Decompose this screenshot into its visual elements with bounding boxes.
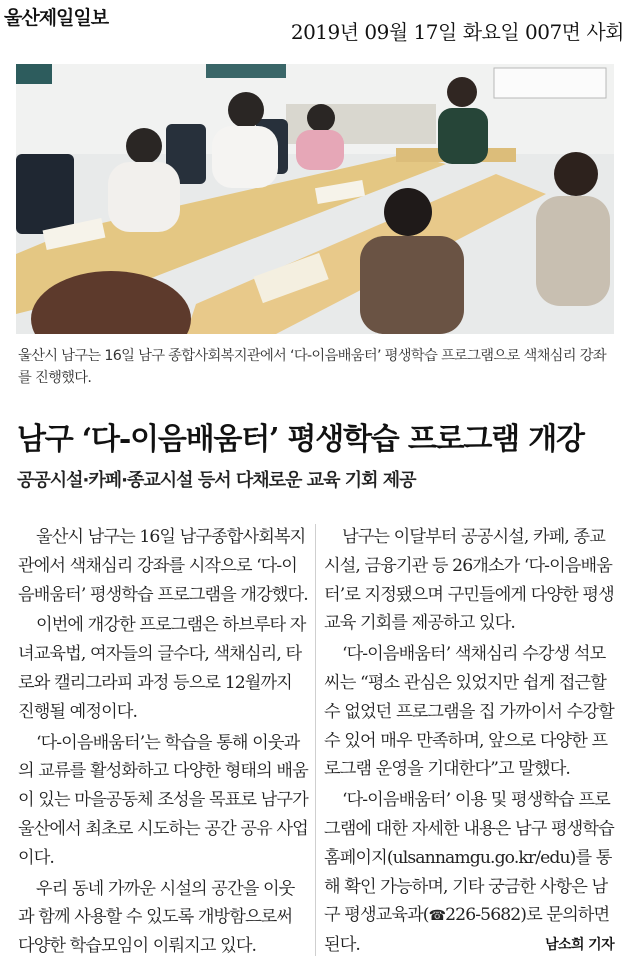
headline: 남구 ‘다-이음배움터’ 평생학습 프로그램 개강 xyxy=(17,422,584,457)
classroom-photo-illustration xyxy=(16,64,614,334)
phone-number: 226-5682 xyxy=(445,905,521,926)
article-paragraph: 남구는 이달부터 공공시설, 카페, 종교시설, 금융기관 등 26개소가 ‘다-이음배움터’로 지정됐으며 구민들에게 다양한 평생교육 기회를 제공하고 있다. xyxy=(324,527,614,634)
contact-text-after: )로 문의하면 된다. xyxy=(324,905,610,956)
contact-text-before: ‘다-이음배움터’ 이용 및 평생학습 프로그램에 대한 자세한 내용은 남구 평생학습 홈페이지(ulsannamgu.go.kr/edu)를 통해 확인 가능하며, 기타 궁금한 사항은 남구 평생교육과( xyxy=(324,790,614,926)
byline: 남소희 기자 xyxy=(545,937,614,953)
article-paragraph: ‘다-이음배움터’는 학습을 통해 이웃과의 교류를 활성화하고 다양한 형태의 배움이 있는 마을공동체 조성을 목표로 남구가 울산에서 최초로 시도하는 공간 공유 사업이다. xyxy=(18,732,308,868)
article-column-left xyxy=(18,523,308,963)
article-paragraph: ‘다-이음배움터’ 색채심리 수강생 석모씨는 “평소 관심은 있었지만 쉽게 접근할 수 없었던 프로그램을 집 가까이서 수강할 수 있어 매우 만족하며, 앞으로 다양한 프로그램 운영을 기대한다”고 말했다. xyxy=(324,644,614,780)
article-photo xyxy=(16,64,614,334)
column-divider xyxy=(315,524,316,956)
dateline: 2019년 09월 17일 화요일 007면 사회 xyxy=(290,20,624,44)
paper-name: 울산제일일보 xyxy=(4,7,109,29)
phone-icon: ☎ xyxy=(428,908,446,925)
masthead xyxy=(0,0,630,44)
article-paragraph: 우리 동네 가까운 시설의 공간을 이웃과 함께 사용할 수 있도록 개방함으로써 다양한 학습모임이 이뤄지고 있다. xyxy=(18,878,295,957)
article-paragraph: 울산시 남구는 16일 남구종합사회복지관에서 색채심리 강좌를 시작으로 ‘다-이음배움터’ 평생학습 프로그램을 개강했다. xyxy=(18,527,308,605)
photo-caption: 울산시 남구는 16일 남구 종합사회복지관에서 ‘다-이음배움터’ 평생학습 프로그램으로 색채심리 강좌를 진행했다. xyxy=(18,348,606,386)
article-paragraph: 이번에 개강한 프로그램은 하브루타 자녀교육법, 여자들의 글수다, 색채심리, 타로와 캘리그라피 과정 등으로 12월까지 진행될 예정이다. xyxy=(18,615,306,722)
subheadline: 공공시설·카페·종교시설 등서 다채로운 교육 기회 제공 xyxy=(17,470,416,491)
article-column-right xyxy=(324,523,614,962)
